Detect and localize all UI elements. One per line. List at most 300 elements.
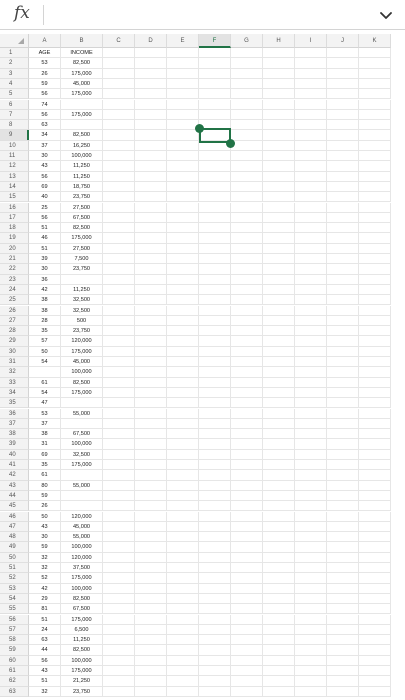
cell-i27[interactable]	[295, 316, 327, 326]
row-header[interactable]: 41	[0, 460, 29, 470]
cell-d14[interactable]	[135, 182, 167, 192]
cell-a14[interactable]: 69	[29, 182, 61, 192]
cell-d24[interactable]	[135, 285, 167, 295]
cell-c20[interactable]	[103, 244, 135, 254]
row-header[interactable]: 7	[0, 110, 29, 120]
cell-h55[interactable]	[263, 604, 295, 614]
cell-f14[interactable]	[199, 182, 231, 192]
column-header-f[interactable]: F	[199, 34, 231, 48]
cell-i33[interactable]	[295, 378, 327, 388]
cell-h58[interactable]	[263, 635, 295, 645]
row-header[interactable]: 57	[0, 625, 29, 635]
cell-a29[interactable]: 57	[29, 336, 61, 346]
cell-a31[interactable]: 54	[29, 357, 61, 367]
cell-c56[interactable]	[103, 615, 135, 625]
function-icon[interactable]: fx	[14, 3, 30, 23]
cell-k44[interactable]	[359, 491, 391, 501]
cell-h4[interactable]	[263, 79, 295, 89]
select-all-button[interactable]	[0, 34, 29, 48]
cell-d2[interactable]	[135, 58, 167, 68]
cell-b14[interactable]: 18,750	[61, 182, 103, 192]
cell-f61[interactable]	[199, 666, 231, 676]
column-header-d[interactable]: D	[135, 34, 167, 48]
cell-f20[interactable]	[199, 244, 231, 254]
cell-b36[interactable]: 55,000	[61, 409, 103, 419]
cell-g51[interactable]	[231, 563, 263, 573]
cell-e13[interactable]	[167, 172, 199, 182]
cell-h1[interactable]	[263, 48, 295, 58]
cell-k17[interactable]	[359, 213, 391, 223]
row-header[interactable]: 44	[0, 491, 29, 501]
cell-d62[interactable]	[135, 676, 167, 686]
cell-i39[interactable]	[295, 439, 327, 449]
cell-d5[interactable]	[135, 89, 167, 99]
cell-g45[interactable]	[231, 501, 263, 511]
cell-g44[interactable]	[231, 491, 263, 501]
cell-i54[interactable]	[295, 594, 327, 604]
cell-i35[interactable]	[295, 398, 327, 408]
cell-f57[interactable]	[199, 625, 231, 635]
cell-h8[interactable]	[263, 120, 295, 130]
cell-j33[interactable]	[327, 378, 359, 388]
row-header[interactable]: 21	[0, 254, 29, 264]
cell-c45[interactable]	[103, 501, 135, 511]
cell-a16[interactable]: 25	[29, 203, 61, 213]
cell-a22[interactable]: 30	[29, 264, 61, 274]
cell-c46[interactable]	[103, 512, 135, 522]
cell-k42[interactable]	[359, 470, 391, 480]
cell-c62[interactable]	[103, 676, 135, 686]
cell-h42[interactable]	[263, 470, 295, 480]
cell-d55[interactable]	[135, 604, 167, 614]
cell-d49[interactable]	[135, 542, 167, 552]
cell-a63[interactable]: 32	[29, 687, 61, 697]
cell-k3[interactable]	[359, 69, 391, 79]
cell-e40[interactable]	[167, 450, 199, 460]
cell-h61[interactable]	[263, 666, 295, 676]
cell-f62[interactable]	[199, 676, 231, 686]
cell-j44[interactable]	[327, 491, 359, 501]
cell-e58[interactable]	[167, 635, 199, 645]
cell-k8[interactable]	[359, 120, 391, 130]
row-header[interactable]: 26	[0, 306, 29, 316]
cell-f51[interactable]	[199, 563, 231, 573]
cell-e52[interactable]	[167, 573, 199, 583]
cell-c58[interactable]	[103, 635, 135, 645]
cell-a42[interactable]: 61	[29, 470, 61, 480]
cell-b34[interactable]: 175,000	[61, 388, 103, 398]
cell-c44[interactable]	[103, 491, 135, 501]
cell-j31[interactable]	[327, 357, 359, 367]
cell-a53[interactable]: 42	[29, 584, 61, 594]
cell-j57[interactable]	[327, 625, 359, 635]
row-header[interactable]: 54	[0, 594, 29, 604]
cell-f1[interactable]	[199, 48, 231, 58]
row-header[interactable]: 20	[0, 244, 29, 254]
cell-d27[interactable]	[135, 316, 167, 326]
cell-i11[interactable]	[295, 151, 327, 161]
cell-c37[interactable]	[103, 419, 135, 429]
cell-j1[interactable]	[327, 48, 359, 58]
cell-c5[interactable]	[103, 89, 135, 99]
cell-c53[interactable]	[103, 584, 135, 594]
row-header[interactable]: 32	[0, 367, 29, 377]
cell-j16[interactable]	[327, 203, 359, 213]
cell-d61[interactable]	[135, 666, 167, 676]
cell-i26[interactable]	[295, 306, 327, 316]
cell-c33[interactable]	[103, 378, 135, 388]
cell-e33[interactable]	[167, 378, 199, 388]
cell-g50[interactable]	[231, 553, 263, 563]
cell-k23[interactable]	[359, 275, 391, 285]
cell-f18[interactable]	[199, 223, 231, 233]
cell-k54[interactable]	[359, 594, 391, 604]
cell-f44[interactable]	[199, 491, 231, 501]
cell-j35[interactable]	[327, 398, 359, 408]
cell-b53[interactable]: 100,000	[61, 584, 103, 594]
cell-h44[interactable]	[263, 491, 295, 501]
cell-b42[interactable]	[61, 470, 103, 480]
cell-i37[interactable]	[295, 419, 327, 429]
cell-d10[interactable]	[135, 141, 167, 151]
cell-b13[interactable]: 11,250	[61, 172, 103, 182]
cell-b17[interactable]: 67,500	[61, 213, 103, 223]
cell-a8[interactable]: 63	[29, 120, 61, 130]
cell-g48[interactable]	[231, 532, 263, 542]
row-header[interactable]: 30	[0, 347, 29, 357]
cell-g60[interactable]	[231, 656, 263, 666]
cell-j15[interactable]	[327, 192, 359, 202]
row-header[interactable]: 31	[0, 357, 29, 367]
cell-j24[interactable]	[327, 285, 359, 295]
cell-b8[interactable]	[61, 120, 103, 130]
cell-f28[interactable]	[199, 326, 231, 336]
cell-e44[interactable]	[167, 491, 199, 501]
cell-f60[interactable]	[199, 656, 231, 666]
cell-e14[interactable]	[167, 182, 199, 192]
cell-g39[interactable]	[231, 439, 263, 449]
cell-g27[interactable]	[231, 316, 263, 326]
cell-i23[interactable]	[295, 275, 327, 285]
formula-input[interactable]	[48, 4, 372, 28]
cell-h40[interactable]	[263, 450, 295, 460]
cell-b26[interactable]: 32,500	[61, 306, 103, 316]
cell-a9[interactable]: 34	[29, 130, 61, 140]
cell-k27[interactable]	[359, 316, 391, 326]
cell-g7[interactable]	[231, 110, 263, 120]
cell-b20[interactable]: 27,500	[61, 244, 103, 254]
cell-d58[interactable]	[135, 635, 167, 645]
cell-k45[interactable]	[359, 501, 391, 511]
cell-k18[interactable]	[359, 223, 391, 233]
cell-d57[interactable]	[135, 625, 167, 635]
cell-j40[interactable]	[327, 450, 359, 460]
cell-c14[interactable]	[103, 182, 135, 192]
cell-g6[interactable]	[231, 100, 263, 110]
cell-b6[interactable]	[61, 100, 103, 110]
cell-e6[interactable]	[167, 100, 199, 110]
cell-c48[interactable]	[103, 532, 135, 542]
cell-i45[interactable]	[295, 501, 327, 511]
cell-c3[interactable]	[103, 69, 135, 79]
cell-j32[interactable]	[327, 367, 359, 377]
cell-i7[interactable]	[295, 110, 327, 120]
cell-c7[interactable]	[103, 110, 135, 120]
cell-h33[interactable]	[263, 378, 295, 388]
cell-e56[interactable]	[167, 615, 199, 625]
cell-j21[interactable]	[327, 254, 359, 264]
cell-j26[interactable]	[327, 306, 359, 316]
cell-e17[interactable]	[167, 213, 199, 223]
cell-c4[interactable]	[103, 79, 135, 89]
cell-j62[interactable]	[327, 676, 359, 686]
cell-a28[interactable]: 35	[29, 326, 61, 336]
cell-f63[interactable]	[199, 687, 231, 697]
cell-i57[interactable]	[295, 625, 327, 635]
cell-e46[interactable]	[167, 512, 199, 522]
cell-i12[interactable]	[295, 161, 327, 171]
cell-e39[interactable]	[167, 439, 199, 449]
cell-e57[interactable]	[167, 625, 199, 635]
cell-f22[interactable]	[199, 264, 231, 274]
cell-j61[interactable]	[327, 666, 359, 676]
row-header[interactable]: 28	[0, 326, 29, 336]
cell-k37[interactable]	[359, 419, 391, 429]
cell-b11[interactable]: 100,000	[61, 151, 103, 161]
cell-h17[interactable]	[263, 213, 295, 223]
cell-b16[interactable]: 27,500	[61, 203, 103, 213]
cell-j20[interactable]	[327, 244, 359, 254]
cell-g57[interactable]	[231, 625, 263, 635]
cell-f4[interactable]	[199, 79, 231, 89]
cell-g63[interactable]	[231, 687, 263, 697]
cell-h59[interactable]	[263, 645, 295, 655]
cell-g21[interactable]	[231, 254, 263, 264]
cell-h31[interactable]	[263, 357, 295, 367]
cell-f16[interactable]	[199, 203, 231, 213]
cell-d23[interactable]	[135, 275, 167, 285]
cell-d32[interactable]	[135, 367, 167, 377]
cell-e22[interactable]	[167, 264, 199, 274]
cell-e47[interactable]	[167, 522, 199, 532]
cell-f50[interactable]	[199, 553, 231, 563]
cell-d38[interactable]	[135, 429, 167, 439]
cell-b46[interactable]: 120,000	[61, 512, 103, 522]
cell-i56[interactable]	[295, 615, 327, 625]
cell-i31[interactable]	[295, 357, 327, 367]
cell-j63[interactable]	[327, 687, 359, 697]
cell-a46[interactable]: 50	[29, 512, 61, 522]
row-header[interactable]: 3	[0, 69, 29, 79]
cell-f43[interactable]	[199, 481, 231, 491]
cell-a12[interactable]: 43	[29, 161, 61, 171]
cell-i63[interactable]	[295, 687, 327, 697]
cell-e34[interactable]	[167, 388, 199, 398]
cell-g4[interactable]	[231, 79, 263, 89]
cell-b24[interactable]: 11,250	[61, 285, 103, 295]
cell-e53[interactable]	[167, 584, 199, 594]
cell-i6[interactable]	[295, 100, 327, 110]
row-header[interactable]: 17	[0, 213, 29, 223]
cell-g13[interactable]	[231, 172, 263, 182]
cell-i29[interactable]	[295, 336, 327, 346]
cell-b47[interactable]: 45,000	[61, 522, 103, 532]
cell-e26[interactable]	[167, 306, 199, 316]
cell-b48[interactable]: 55,000	[61, 532, 103, 542]
cell-k24[interactable]	[359, 285, 391, 295]
row-header[interactable]: 2	[0, 58, 29, 68]
cell-c57[interactable]	[103, 625, 135, 635]
cell-a62[interactable]: 51	[29, 676, 61, 686]
cell-k53[interactable]	[359, 584, 391, 594]
cell-k47[interactable]	[359, 522, 391, 532]
cell-k36[interactable]	[359, 409, 391, 419]
cell-j13[interactable]	[327, 172, 359, 182]
cell-i25[interactable]	[295, 295, 327, 305]
cell-d15[interactable]	[135, 192, 167, 202]
cell-d28[interactable]	[135, 326, 167, 336]
row-header[interactable]: 49	[0, 542, 29, 552]
cell-c35[interactable]	[103, 398, 135, 408]
cell-f34[interactable]	[199, 388, 231, 398]
cell-e48[interactable]	[167, 532, 199, 542]
cell-g10[interactable]	[231, 141, 263, 151]
cell-b10[interactable]: 16,250	[61, 141, 103, 151]
cell-h2[interactable]	[263, 58, 295, 68]
cell-c59[interactable]	[103, 645, 135, 655]
cell-j39[interactable]	[327, 439, 359, 449]
cell-b39[interactable]: 100,000	[61, 439, 103, 449]
cell-h14[interactable]	[263, 182, 295, 192]
row-header[interactable]: 51	[0, 563, 29, 573]
row-header[interactable]: 52	[0, 573, 29, 583]
cell-k50[interactable]	[359, 553, 391, 563]
cell-e12[interactable]	[167, 161, 199, 171]
cell-h32[interactable]	[263, 367, 295, 377]
cell-h29[interactable]	[263, 336, 295, 346]
cell-f36[interactable]	[199, 409, 231, 419]
cell-c24[interactable]	[103, 285, 135, 295]
cell-h5[interactable]	[263, 89, 295, 99]
cell-j54[interactable]	[327, 594, 359, 604]
row-header[interactable]: 13	[0, 172, 29, 182]
cell-c41[interactable]	[103, 460, 135, 470]
cell-g18[interactable]	[231, 223, 263, 233]
cell-a23[interactable]: 36	[29, 275, 61, 285]
cell-a54[interactable]: 29	[29, 594, 61, 604]
cell-e19[interactable]	[167, 233, 199, 243]
cell-h15[interactable]	[263, 192, 295, 202]
cell-d45[interactable]	[135, 501, 167, 511]
cell-a15[interactable]: 40	[29, 192, 61, 202]
cell-i22[interactable]	[295, 264, 327, 274]
cell-c9[interactable]	[103, 130, 135, 140]
cell-c27[interactable]	[103, 316, 135, 326]
cell-b18[interactable]: 82,500	[61, 223, 103, 233]
cell-b55[interactable]: 67,500	[61, 604, 103, 614]
cell-d16[interactable]	[135, 203, 167, 213]
cell-g5[interactable]	[231, 89, 263, 99]
cell-c38[interactable]	[103, 429, 135, 439]
cell-h60[interactable]	[263, 656, 295, 666]
cell-g12[interactable]	[231, 161, 263, 171]
cell-g56[interactable]	[231, 615, 263, 625]
cell-k60[interactable]	[359, 656, 391, 666]
cell-f26[interactable]	[199, 306, 231, 316]
cell-a38[interactable]: 38	[29, 429, 61, 439]
cell-d43[interactable]	[135, 481, 167, 491]
cell-k62[interactable]	[359, 676, 391, 686]
cell-c25[interactable]	[103, 295, 135, 305]
cell-i55[interactable]	[295, 604, 327, 614]
cell-h18[interactable]	[263, 223, 295, 233]
cell-i32[interactable]	[295, 367, 327, 377]
cell-e27[interactable]	[167, 316, 199, 326]
cell-e28[interactable]	[167, 326, 199, 336]
cell-a51[interactable]: 32	[29, 563, 61, 573]
cell-d6[interactable]	[135, 100, 167, 110]
cell-j49[interactable]	[327, 542, 359, 552]
cell-k41[interactable]	[359, 460, 391, 470]
column-header-g[interactable]: G	[231, 34, 263, 48]
cell-j50[interactable]	[327, 553, 359, 563]
cell-d36[interactable]	[135, 409, 167, 419]
cell-f52[interactable]	[199, 573, 231, 583]
cell-h45[interactable]	[263, 501, 295, 511]
cell-j37[interactable]	[327, 419, 359, 429]
cell-f46[interactable]	[199, 512, 231, 522]
cell-g37[interactable]	[231, 419, 263, 429]
cell-b62[interactable]: 21,250	[61, 676, 103, 686]
row-header[interactable]: 63	[0, 687, 29, 697]
cell-i17[interactable]	[295, 213, 327, 223]
cell-a11[interactable]: 30	[29, 151, 61, 161]
cell-j45[interactable]	[327, 501, 359, 511]
cell-c63[interactable]	[103, 687, 135, 697]
cell-d26[interactable]	[135, 306, 167, 316]
cell-f40[interactable]	[199, 450, 231, 460]
cell-g26[interactable]	[231, 306, 263, 316]
cell-j2[interactable]	[327, 58, 359, 68]
cell-b35[interactable]	[61, 398, 103, 408]
cell-j17[interactable]	[327, 213, 359, 223]
cell-e32[interactable]	[167, 367, 199, 377]
cell-k59[interactable]	[359, 645, 391, 655]
cell-a44[interactable]: 59	[29, 491, 61, 501]
cell-b56[interactable]: 175,000	[61, 615, 103, 625]
cell-d22[interactable]	[135, 264, 167, 274]
cell-h57[interactable]	[263, 625, 295, 635]
cell-h52[interactable]	[263, 573, 295, 583]
cell-b12[interactable]: 11,250	[61, 161, 103, 171]
cell-i4[interactable]	[295, 79, 327, 89]
cell-d53[interactable]	[135, 584, 167, 594]
cell-j6[interactable]	[327, 100, 359, 110]
cell-c15[interactable]	[103, 192, 135, 202]
cell-j18[interactable]	[327, 223, 359, 233]
cell-h10[interactable]	[263, 141, 295, 151]
cell-b43[interactable]: 55,000	[61, 481, 103, 491]
cell-j53[interactable]	[327, 584, 359, 594]
cell-j52[interactable]	[327, 573, 359, 583]
cell-d51[interactable]	[135, 563, 167, 573]
cell-i19[interactable]	[295, 233, 327, 243]
cell-h51[interactable]	[263, 563, 295, 573]
cell-d21[interactable]	[135, 254, 167, 264]
cell-g20[interactable]	[231, 244, 263, 254]
cell-k58[interactable]	[359, 635, 391, 645]
cell-f58[interactable]	[199, 635, 231, 645]
